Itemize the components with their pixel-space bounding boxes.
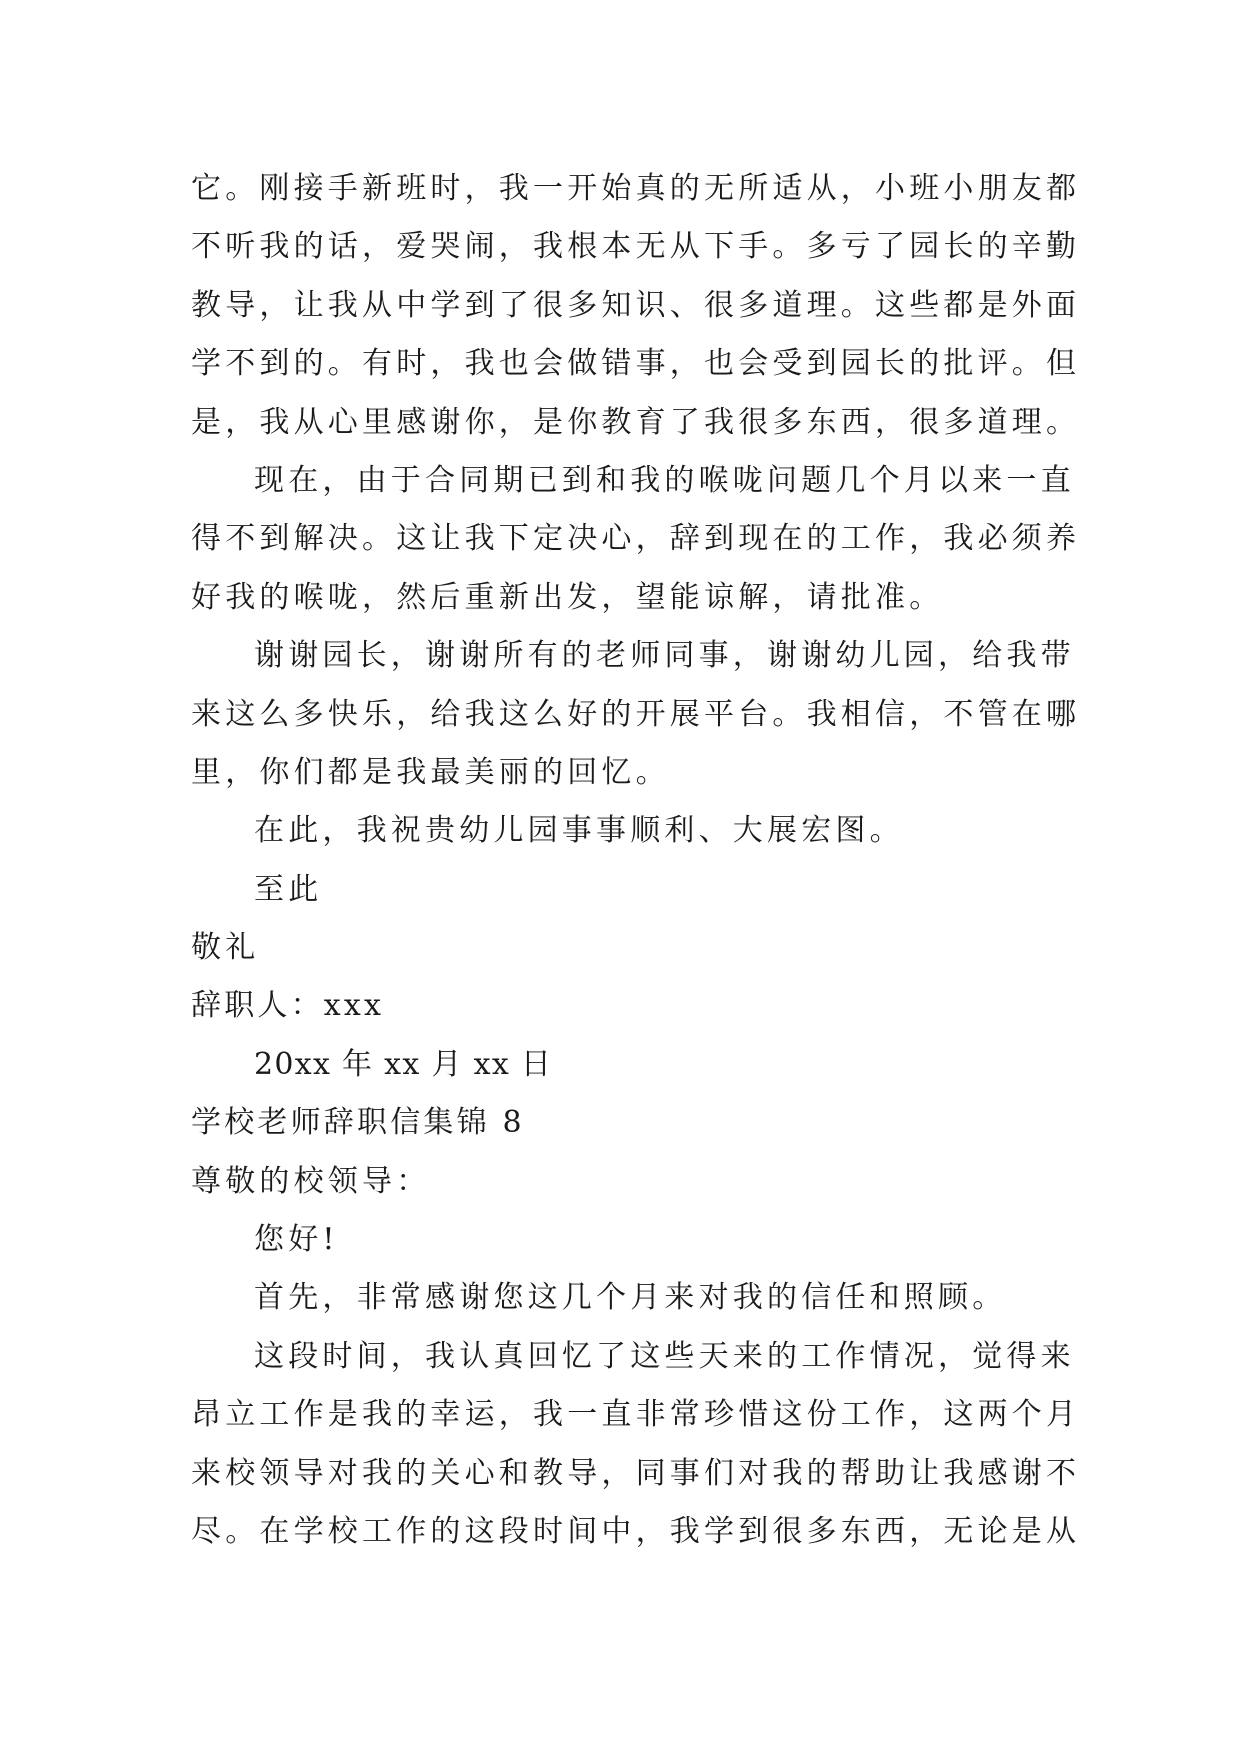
document-body (191, 160, 1081, 1561)
date-line: 20xx 年 xx 月 xx 日 (254, 1046, 553, 1082)
text-line: 好我的喉咙，然后重新出发，望能谅解，请批准。 (191, 579, 944, 615)
text-line: 尽。在学校工作的这段时间中，我学到很多东西，无论是从 (191, 1513, 1081, 1549)
text-line: 得不到解决。这让我下定决心，辞到现在的工作，我必须养 (191, 521, 1081, 557)
text-line: 教导，让我从中学到了很多知识、很多道理。这些都是外面 (191, 287, 1081, 323)
text-line: 是，我从心里感谢你，是你教育了我很多东西，很多道理。 (191, 404, 1081, 440)
recipient-line: 尊敬的校领导： (191, 1163, 431, 1199)
closing-phrase: 至此 (254, 871, 323, 907)
text-line: 首先，非常感谢您这几个月来对我的信任和照顾。 (254, 1280, 1007, 1316)
text-line: 它。刚接手新班时，我一开始真的无所适从，小班小朋友都 (191, 171, 1081, 206)
text-line: 谢谢园长，谢谢所有的老师同事，谢谢幼儿园，给我带 (254, 638, 1075, 674)
section-title: 学校老师辞职信集锦 8 (191, 1105, 525, 1141)
text-line: 不听我的话，爱哭闹，我根本无从下手。多亏了园长的辛勤 (191, 229, 1081, 265)
text-line: 来这么多快乐，给我这么好的开展平台。我相信，不管在哪 (191, 696, 1081, 732)
greeting-line: 您好! (254, 1222, 339, 1258)
text-line: 里，你们都是我最美丽的回忆。 (191, 754, 670, 790)
text-line: 这段时间，我认真回忆了这些天来的工作情况，觉得来 (254, 1338, 1075, 1374)
text-line: 昂立工作是我的幸运，我一直非常珍惜这份工作，这两个月 (191, 1397, 1081, 1433)
salutation: 敬礼 (191, 930, 260, 966)
text-line: 现在，由于合同期已到和我的喉咙问题几个月以来一直 (254, 462, 1075, 498)
text-line: 在此，我祝贵幼儿园事事顺利、大展宏图。 (254, 813, 904, 849)
text-line: 学不到的。有时，我也会做错事，也会受到园长的批评。但 (191, 346, 1081, 382)
text-line: 来校领导对我的关心和教导，同事们对我的帮助让我感谢不 (191, 1455, 1081, 1491)
signature-line: 辞职人：xxx (191, 988, 385, 1024)
